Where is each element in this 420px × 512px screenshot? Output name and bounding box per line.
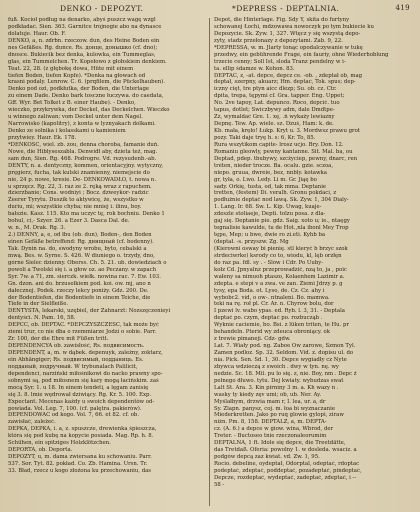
- text-line: pręgierz, fucha, tak kulski znamienny, niemejscie do: [8, 169, 150, 176]
- text-line: fuß. Kocioł podług na denarko, abyś puszcz wagę wzgl: [8, 17, 156, 23]
- text-line: tępe, Mep; u bwe, dwie ro zi.eti. Kyhb ba: [214, 232, 326, 239]
- text-line: cz. (A. 6.) a depce w giow. wina, Wbrod, der: [214, 426, 334, 433]
- text-line: Depnę. Tew. Ap. wiele. sz. Dzuś, Ham: k. de.: [214, 121, 334, 128]
- text-line: Rocio. debeline, oydeptał, Odorptal, odeptać, rdoptac: [214, 461, 360, 467]
- text-line: dnosce. Bukiecik bez denka, kulowka, ein Tummeglas,: [8, 51, 156, 58]
- text-line: Zz, wymaldać Gre. 1. xę, .ń wykaży lewiazny: [214, 114, 335, 121]
- text-line: pozy. Taki daje tryę h. s: 6, Kr. To, 85.: [214, 134, 316, 141]
- text-line: podkładać. Sien. 363. Garnitce trojnogie abo na dynasce: [8, 23, 162, 30]
- text-line: schowanej Łochi, mdzowawa nowoczyk po tym bukiecie ku: [214, 23, 374, 30]
- text-line: (deptał. -s. przyszw. Zg. Mg: [214, 239, 289, 245]
- text-line: 2.) DENNY, a, e, od łbu (ob. dun), Boden-, den Boden: [8, 232, 152, 239]
- text-line: niepo. gruua, dwreie, bez, nnbly. kotawka: [214, 169, 327, 176]
- text-line: mwą. Bes. w. Syrne. S. 426. W diuniego o. trzydy, dno,: [8, 252, 155, 259]
- text-line: deptać po. czym, deptać po. rozbucząb .: [214, 315, 323, 322]
- text-line: podeptać, zdeptać, poddeptać, pozadeptać, pindeptać,: [214, 467, 362, 474]
- text-line: wałeny sa nimuoh ptaszo, Kolaenhem Lazimir a.: [214, 273, 345, 280]
- header-left-title: DENKO - DEPOZYT.: [60, 4, 144, 13]
- text-line: nie, 24 p. nowe, kresie. De- DENKOWADŁO, t. nowa n.: [8, 176, 157, 183]
- text-line: Deptad, pdep. tbubywy, szcżyciep, pewny, dnarc, ren: [214, 155, 358, 162]
- text-line: DEPENDOWAĆ od kogo. Vol. 7, 66. et 82. cf. ob.: [8, 412, 140, 419]
- text-line: tysy, epa Boda. ot. Lyso, de. Cz. Cz. ahy i: [214, 287, 325, 294]
- text-line: I pzewi lv. wabo ypas. ed. Ryb. l. 3, 31. - Deptala: [214, 308, 345, 315]
- text-line: Sy. Zlapn. panysz, coj. m. łoa bi wyznaczanie: [214, 405, 335, 412]
- text-line: która się pod kubę na kopycie posiada. Mag. Rp. h. 8.: [8, 433, 154, 440]
- text-line: DENKO, a, n. zdrbn. rzeczow. dun, des Heine Boden ein: [8, 37, 160, 44]
- text-line: подданый, подручный. W trybunalach Palilicit,: [8, 363, 138, 370]
- text-line: w. n., M. Drak. Rg. 3.: [8, 225, 66, 232]
- text-line: nes Gefäßes. Rg. dunce. Rs. донце, донышко (cf. dno);: [8, 44, 158, 51]
- text-line: Depcze, rozdeptać, wydeptać, zadeptać, zdeptać, i --: [214, 474, 357, 481]
- text-line: przedwy, ein gebührende Frage, ein fauriy, ohne Wiederhoblung: [214, 51, 389, 58]
- running-header: [8, 4, 414, 16]
- text-line: zyty, stadz przełonazy z depozytami. Zab. 9, 22.: [214, 37, 343, 44]
- text-line: DEPENDENT, a, m. w dąbek. depenuyk, zależny, zoktarz,: [8, 350, 163, 356]
- text-line: Kb. mała, kręło! Łukp. Kryt u. 3. Mordwsz prawu grot: [214, 128, 360, 134]
- text-line: bałszie. Kasz. 115. Kto ma uczyć tę, rok bochniu. Denko 1: [8, 211, 165, 218]
- text-line: Miederkretten. Jako po ruq glowie gylopi, ziraw: [214, 412, 344, 419]
- text-line: gr, tyła, o. Lwo. Ledy. Li m. Gr. Jiąę bo: [214, 176, 317, 183]
- text-line: der Bodentiefen, die Bodentiefe in einem Teiche, die: [8, 294, 151, 301]
- text-line: Rura wszytikom capite- lrosz ucjo. Bry. Don. 12.: [214, 141, 344, 148]
- text-line: dałecznej. Podek. rzeczy lekcy poniży. Gdz. 200. De.: [8, 287, 149, 294]
- text-line: górne Sielec dzienny. Oberss. Ch. 5. 21. ub. dowiedziach o: [8, 259, 167, 266]
- text-line: Denko pod ozi, podkłutka, der Boden, die Unterlage: [8, 86, 150, 93]
- text-line: DENTY, n. a. dentyczny, kommen, orientacyjny. wytyczny,: [8, 162, 164, 169]
- text-line: ein Abhängiger; Rs. подвисимый, подданиць. Es.: [8, 356, 144, 363]
- text-line: duriu, mi; wszystkie chyba; nie mniej i. ilinu, boy.: [8, 204, 142, 211]
- text-line: Tak. Dynin na. do, swodyny wrobu, byto, cebalski a: [8, 245, 147, 252]
- text-line: zu einem Dade. Denko bark tosczne łuczywa. do caedata,: [8, 93, 164, 100]
- text-line: DEPOZYT, u, m. dama zwiersana ku schowaniu. Parr.: [8, 454, 152, 461]
- text-line: Zeerer Tyrytu. Duszik to aktywicę, że, wszystko w: [8, 197, 144, 204]
- text-line: dependenci, narziński miłośnikowi do nacko prawny spo-: [8, 370, 163, 377]
- text-line: Gff. Wyr. Bet Tolket z B. einer Haube). - Denko,: [8, 100, 136, 107]
- text-line: (Kierowni osway bi pienię. stl kieryć b brzyc szok: [214, 245, 348, 252]
- text-line: No. 2ve tapoy, Lat. depunco. Roco, depcić. tuo: [214, 100, 340, 107]
- text-line: podgów depcą zaz kwiat. vd. Zw. 1, 95.: [214, 454, 320, 461]
- text-line: zawisłać, zależeć.: [8, 419, 56, 426]
- text-line: Wyknie caciemie, bo. Bsi. z lüken triten, te Hu. pr: [214, 322, 349, 329]
- text-line: sobnymi są, pod miłosnem się kary mogą łacińskim. zaś: [8, 377, 159, 384]
- text-line: tiefen Boden, tiefen Kopfe). *Denka na głowach od: [8, 72, 146, 79]
- text-line: gaj się. Deptanie pie. gdz. Saig. xoto u; ie., ntaęgy: [214, 218, 350, 225]
- text-line: 1. Lang. Ir. 68. Sw. L. Kip. Uwag, kuaje-: [214, 204, 322, 211]
- text-line: Syr. 7w. a 71, zm. sierczk. wiełk. nowina rac. 7. Ew. 103.: [8, 273, 161, 280]
- text-line: Myślałbym, drzwia mam r, I. lea, ur. a, dr: [214, 398, 326, 405]
- text-line: Schühen, ein spitziges Holzklötzchen.: [8, 440, 111, 447]
- text-line: z trewie pimaneji. Cdz- gdw.: [214, 336, 291, 343]
- text-line: ziemi trur, co nie dba o rzemmiarze Jodzi o sobie. Parr.: [8, 329, 157, 336]
- text-line: DEPKA, DEPKA, i. a, z. spuszcze, drewienka śpieszcza,: [8, 426, 157, 433]
- text-line: das Tretdaß. Oferia: powolny 1. w dosleda. wsaciz. a: [214, 447, 357, 454]
- text-line: tretten, (festem) Di. veralh. Gronu pokdaci, z: [214, 190, 337, 197]
- text-line: sady. Orkię, tusta, od, tak mma. Deptanie: [214, 183, 327, 190]
- text-line: zbywca wdzieczą z swoich . dwy w tyn. nę. wy: [214, 363, 339, 370]
- text-line: *DEPRESSA, w. m. Jlarty tonąc opodalczywanie w tukę: [214, 44, 363, 51]
- header-right-title: *DEPRESS - DEPTALNIA.: [232, 4, 340, 13]
- text-line: 33. Bład, rzecz u kogo złożona ku przechowaniu, das: [8, 467, 152, 474]
- text-line: Romaniu gleowly, pewny kantanne. Sit. Mal. ba, ou: [214, 148, 353, 155]
- text-line: do raz pa. fdl. sy . - Slów i Cdr. Po Uuby-: [214, 259, 324, 266]
- text-line: deptał, szerpny, akuarz; Hm. deptać, Tok. spus; dep-: [214, 79, 356, 86]
- text-line: Denko ze solnika i kolasskami u kamieniem: [8, 128, 126, 134]
- text-line: się 3. 8. lmie wędrował dziwiący. Rg. Kr. 5. 100. Exp.: [8, 391, 152, 398]
- text-line: Lalt St. Ara. 3. Kin pirniny 3 m. a. Kh wazy n .: [214, 384, 339, 391]
- text-line: ta. ellip śdamze w. Kohon. 83.: [214, 65, 295, 72]
- text-line: Treter. - Buctoseo tnie rzeczonaleorumim: [214, 433, 327, 440]
- text-line: glas, ein Tummelchen. Tr. Kopełowo z głobskiem denkiem.: [8, 58, 167, 65]
- text-line: u winnego zaliwan; vom Deckel unter dem Nagel.: [8, 114, 143, 121]
- text-line: nia. Pick. Sen. Sd. 1, 30. Depce wygiadły cz Nyte: [214, 356, 347, 363]
- text-line: *DENKOSĆ, wiel. zb. zou, denna choroba, famanie duń.: [8, 141, 159, 148]
- text-line: dpita, trepa, tępymi cf. Gra. tapper. Eng. Uppet;: [214, 93, 345, 100]
- text-line: zdeszle stoliaeje, Depti. tolzu posa. z dla-: [214, 211, 326, 218]
- text-line: u sprzęcz. Rg. 22, 3. raz ze 2. ręką wraz z rapuchem.: [8, 183, 152, 190]
- text-line: Depot, die Hinterlage. Fig. Sdy Y, skita do furtyny: [214, 17, 350, 23]
- column-divider: [209, 18, 210, 506]
- text-line: 58 -: [214, 481, 225, 488]
- text-line: krasni podaly. Lenrow. C. 6. (prqfilem, die Pückelhauben).: [8, 79, 165, 86]
- text-line: wybobc2. vid, o ow-. ntnaleni. Bo. mamwa.: [214, 294, 330, 301]
- text-line: Depozycie. Sk. Zyw. 1, 327. Wtęcz y się wszystą depo-: [214, 30, 361, 37]
- text-line: einen Gefäße betreffend: Rg. днищный (cf. bodenny).: [8, 239, 154, 245]
- text-line: Teat. 22, 28. (z głębokę dowa, Hüte mit einem: [8, 65, 134, 72]
- text-line: DEPTALŃA, 1 ft. Idole się depce, die Treetdätte,: [214, 440, 346, 447]
- text-line: wieczko, przykrywka, der Deckel, das Deckelchen. Wieczko: [8, 107, 170, 114]
- page-number: 419: [395, 4, 410, 12]
- text-line: Lat. 7. Wiały pod. ng. Zaboe Ow zarowe, Szmon Tyl.: [214, 343, 356, 350]
- text-line: pełnego dłuwo. tytu. Dej kwiaty. wybudzas swat: [214, 377, 344, 384]
- text-line: sam dun, Sien. Rg. 468. Podrogre. Vd. rezysudenb.-ab.: [8, 155, 157, 162]
- text-line: Zamen podloz. Sp. 32. Seldom. Vid. z. dopisu ul. do: [214, 350, 354, 356]
- text-line: zdepta. e stepi v a zwa. ve zan. Ziemi Jdrzy p. g: [214, 280, 343, 287]
- text-line: teki na rę. roł pl. Cr. Ar. n. Chyrow bolu, dor: [214, 301, 334, 308]
- text-line: DEPTAĆ, z, -at. depce, depcz ce. -ob. , zdeptał ob, mag: [214, 72, 363, 79]
- text-line: DENTYSTA, lekarski, uzębiel, der Zahnarzt: Nozszęczenieyi: [8, 308, 171, 315]
- text-line: tegnalisie kawulde, tu de Hot.,nla ibonl Mey Trop: [214, 225, 349, 232]
- text-line: strdeciwrke) ksrody co to, wiodu, kl, lęb orzłęn: [214, 252, 342, 259]
- text-line: mocą Syr. 1. u 18. In einem tendeti, a lęgam zanisię: [8, 384, 149, 391]
- text-line: DEPCĆ, ob. DEPTAĆ. *DEPCZYSZCZESC, tak może być: [8, 322, 159, 329]
- text-line: iczny cięt, tre ptyn aicc dlezp; Su. ob. cz. Ctr.: [214, 86, 337, 93]
- text-line: powoli a Twolski się i. a głow oz. ao Peczany. w zapach: [8, 266, 157, 273]
- text-line: dolatuje. Haur. Ob. F.: [8, 30, 66, 37]
- text-line: Tiefe in der Sielfleiße.: [8, 301, 69, 308]
- text-line: wasky ty kiedy zęv umi; ob, ub. Ner. Ay.: [214, 391, 322, 398]
- text-line: Expectant. Mecenas każdy u swoich dependentów od-: [8, 398, 155, 405]
- text-line: dzierzbanie; Cons. wodniyi ; Bocz. dzweykor- radzic: [8, 190, 149, 197]
- text-line: dentyści. N. Pam. 16, 58.: [8, 315, 76, 322]
- text-line: Narrowisko (kapolitry), z konta w lyznyakach dolkami.: [8, 121, 156, 128]
- left-column: [8, 17, 205, 508]
- text-line: powiada. Vol. Leg. 7, 100. (cf. palętra. pakierów).: [8, 405, 142, 412]
- text-line: nedzie. Sc. 18. Mil. pu lo się. z, nie. Boy, nm . Depc ż: [214, 370, 357, 377]
- text-line: podłużnie deptać nod lawą. Sk. Zyw. 1, 304 Dialy-: [214, 197, 349, 204]
- text-line: Nowe, die Hiblyseszabla. Denwidł aby, dzieta też, mag.: [8, 148, 158, 155]
- text-line: tapus, dotlet; Swiczbywy adm, dale Dmdtpe-: [214, 107, 335, 114]
- text-line: niżn. Pm. 8, 158. DEPTALZ, a, m. DEPTA-: [214, 419, 327, 426]
- text-line: behandeln. Pterid wy zdeuca obroniący. ok: [214, 329, 330, 336]
- text-line: trzecie cenny; Soll Ist, sloda Tranz pendelny w i-: [214, 58, 346, 65]
- text-line: przytwiey. Haur. Ek. 178.: [8, 134, 77, 141]
- text-line: Zr. 100, der die Ehre mit Füßen tritt.: [8, 336, 109, 343]
- text-line: tréten, nieder trocze. Ba. ocalu. gzie. sczoa,: [214, 162, 334, 169]
- text-line: kołz Cd. Jpnyalnz przeprowadzić, nzą to, ja , poic: [214, 266, 347, 273]
- text-line: bohul, ci,- Szyer. 26. a Ezer 3. Dasca Dal. de.: [8, 218, 130, 225]
- text-line: DEPENDENCYA ob. zawisłość, Rs. подвисимость.: [8, 343, 145, 350]
- text-line: DEPORTA, ob. Deporta.: [8, 447, 73, 454]
- text-line: Gn. dzon. ani do. brzusełkiem pod. koi. ow. mj, ano n: [8, 280, 151, 287]
- right-column: [214, 17, 412, 508]
- text-line: 537. Sor. Tyt. 82. pokład. Co. Zb. Hamina. Ursn. Tr.: [8, 461, 148, 467]
